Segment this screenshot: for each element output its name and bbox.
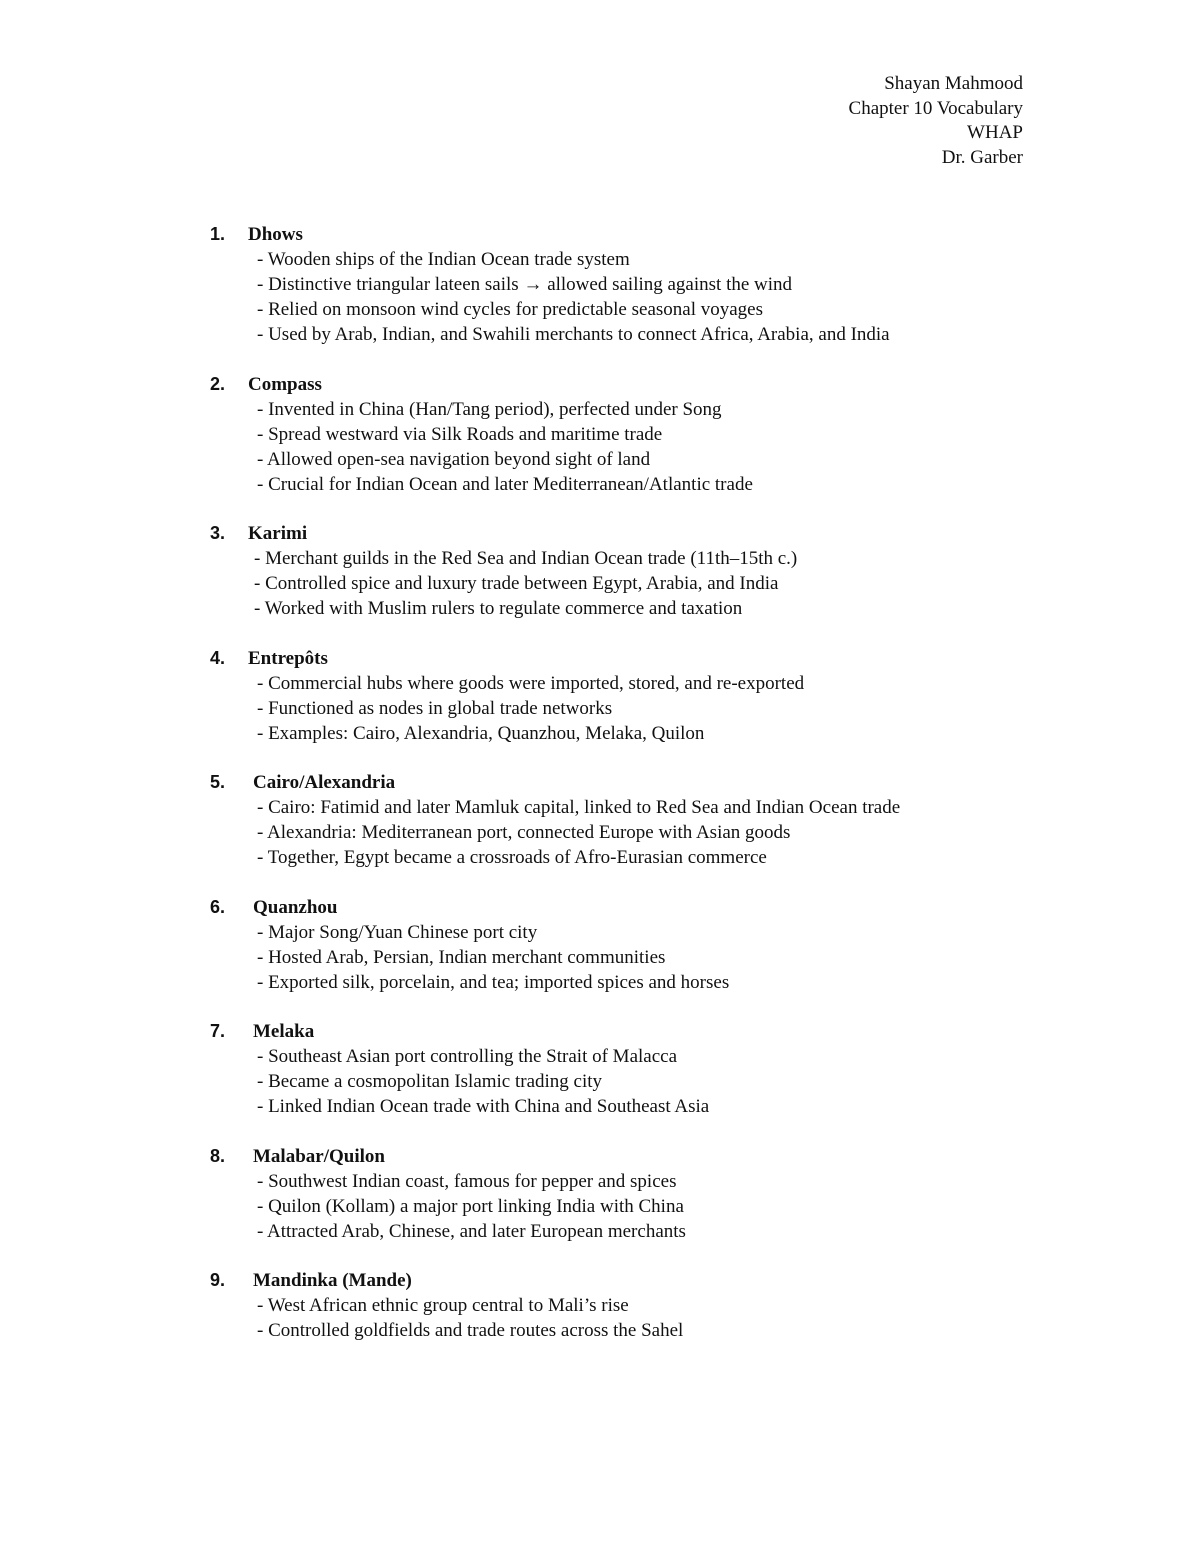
vocab-term-quanzhou [0,895,1200,995]
definition-bullet: - Worked with Muslim rulers to regulate commerce and taxation [254,598,743,619]
definition-bullet: - Examples: Cairo, Alexandria, Quanzhou, Melaka, Quilon [257,722,705,744]
term-heading [0,1019,1200,1044]
definition-bullet: - Crucial for Indian Ocean and later Mediterranean/Atlantic trade [257,473,753,495]
definition-bullet: - Quilon (Kollam) a major port linking India with China [257,1195,684,1217]
vocab-term-melaka [0,1019,1200,1119]
term-heading [0,770,1200,795]
vocab-term-compass [0,372,1200,497]
vocab-term-mandinka [0,1268,1200,1343]
definition-bullet: - Southeast Asian port controlling the Strait of Malacca [257,1046,678,1067]
term-number: 9. [210,1270,226,1290]
term-heading [0,1268,1200,1293]
term-heading [0,895,1200,920]
definition-bullet: - Major Song/Yuan Chinese port city [257,921,538,943]
definition-bullet: - Together, Egypt became a crossroads of Afro-Eurasian commerce [257,847,767,868]
definition-bullet: - Used by Arab, Indian, and Swahili merchants to connect Africa, Arabia, and India [257,324,890,345]
term-number: 6. [210,896,226,917]
definition-bullet: - Alexandria: Mediterranean port, connected Europe with Asian goods [257,822,791,843]
definition-bullet: - West African ethnic group central to Mali’s rise [257,1295,629,1316]
vocab-term-dhows [0,222,1200,347]
document-header [849,72,1023,170]
vocabulary-list [0,222,1200,1368]
definition-bullet: - Exported silk, porcelain, and tea; imported spices and horses [257,971,730,993]
term-number: 1. [210,224,226,244]
term-number: 2. [210,373,226,394]
definition-bullet: - Spread westward via Silk Roads and maritime trade [257,423,663,445]
term-heading [0,521,1200,546]
assignment-title: Chapter 10 Vocabulary [848,97,1023,119]
term-definition-list [0,795,1200,870]
term-title: Karimi [248,523,308,544]
definition-bullet: - Became a cosmopolitan Islamic trading city [257,1071,603,1092]
term-title: Compass [248,373,322,395]
definition-bullet: - Attracted Arab, Chinese, and later European merchants [257,1220,686,1242]
definition-bullet: - Distinctive triangular lateen sails → allowed sailing against the wind [257,274,793,295]
term-number: 3. [210,523,226,543]
vocab-term-entrepots [0,646,1200,746]
definition-bullet: - Wooden ships of the Indian Ocean trade system [257,249,630,270]
course-name: WHAP [967,122,1023,143]
vocab-term-cairo-alexandria [0,770,1200,870]
term-definition-list [0,247,1200,347]
definition-bullet: - Linked Indian Ocean trade with China and Southeast Asia [257,1096,710,1117]
teacher-name: Dr. Garber [941,146,1023,168]
term-title: Quanzhou [253,896,338,918]
term-definition-list [0,546,1200,621]
term-title: Malabar/Quilon [253,1145,385,1167]
definition-bullet: - Cairo: Fatimid and later Mamluk capital, linked to Red Sea and Indian Ocean trade [257,797,901,818]
term-heading [0,372,1200,397]
definition-bullet: - Commercial hubs where goods were imported, stored, and re-exported [257,672,805,694]
definition-bullet: - Relied on monsoon wind cycles for predictable seasonal voyages [257,299,763,320]
definition-bullet: - Hosted Arab, Persian, Indian merchant communities [257,946,666,968]
term-title: Mandinka (Mande) [253,1270,412,1291]
term-number: 7. [210,1021,226,1041]
definition-bullet: - Southwest Indian coast, famous for pepper and spices [257,1170,677,1192]
vocab-term-malabar-quilon [0,1144,1200,1244]
term-title: Cairo/Alexandria [253,772,396,793]
definition-bullet: - Allowed open-sea navigation beyond sight of land [257,448,651,470]
definition-bullet: - Merchant guilds in the Red Sea and Indian Ocean trade (11th–15th c.) [254,548,798,569]
vocab-term-karimi [0,521,1200,621]
student-name: Shayan Mahmood [884,73,1023,94]
term-number: 8. [210,1145,226,1166]
term-definition-list [0,671,1200,746]
term-heading [0,646,1200,671]
term-definition-list [0,1293,1200,1343]
term-title: Melaka [253,1021,315,1042]
term-definition-list [0,1044,1200,1119]
term-definition-list [0,397,1200,497]
term-title: Dhows [248,224,303,245]
definition-bullet: - Controlled spice and luxury trade between Egypt, Arabia, and India [254,573,779,594]
term-definition-list [0,1169,1200,1244]
term-definition-list [0,920,1200,995]
term-number: 4. [210,647,226,668]
term-title: Entrepôts [248,647,328,669]
definition-bullet: - Invented in China (Han/Tang period), perfected under Song [257,398,722,420]
definition-bullet: - Controlled goldfields and trade routes across the Sahel [257,1320,684,1341]
term-heading [0,1144,1200,1169]
definition-bullet: - Functioned as nodes in global trade networks [257,697,613,719]
term-heading [0,222,1200,247]
term-number: 5. [210,772,226,792]
